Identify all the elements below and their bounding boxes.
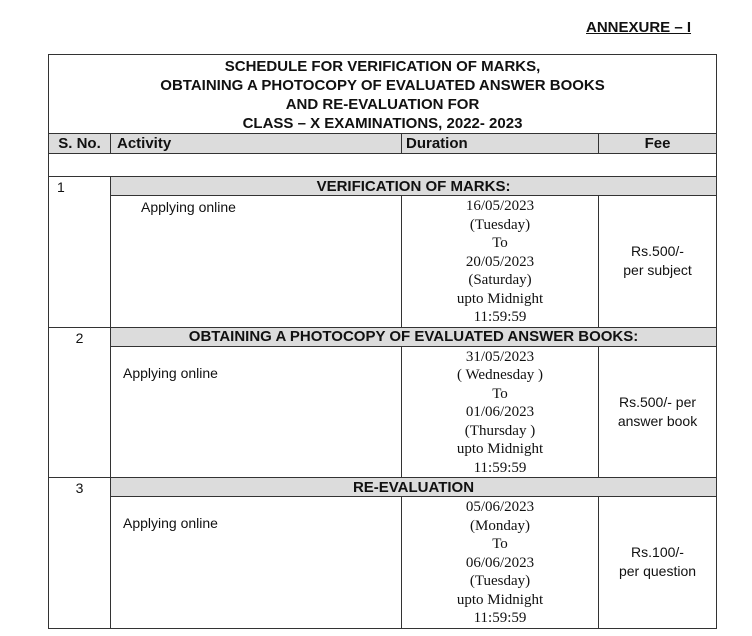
section-1-title: VERIFICATION OF MARKS:	[111, 177, 717, 196]
section-3-title-row	[49, 478, 717, 497]
section-1-activity: Applying online	[111, 196, 402, 328]
duration-line: upto Midnight	[456, 290, 544, 307]
section-1-sno: 1	[49, 177, 111, 328]
section-3-duration	[402, 497, 599, 629]
section-2-sno: 2	[49, 327, 111, 478]
annexure-label: ANNEXURE – I	[586, 19, 692, 36]
fee-line: per subject	[623, 262, 692, 279]
duration-line: 11:59:59	[473, 459, 527, 476]
header-fee: Fee	[599, 134, 717, 154]
section-3-row	[49, 497, 717, 629]
spacer-row	[49, 154, 717, 177]
header-row	[49, 134, 717, 154]
title-line-3: AND RE-EVALUATION FOR	[285, 96, 480, 113]
fee-line: Rs.500/- per	[618, 393, 697, 410]
title-line-4: CLASS – X EXAMINATIONS, 2022- 2023	[242, 115, 523, 132]
duration-line: upto Midnight	[456, 591, 544, 608]
section-3-fee	[599, 497, 717, 629]
duration-line: (Thursday )	[464, 422, 536, 439]
fee-line: per question	[618, 563, 697, 580]
duration-line: 06/06/2023	[465, 554, 535, 571]
duration-line: To	[492, 536, 508, 552]
section-3-activity: Applying online	[111, 497, 402, 629]
duration-line: 01/06/2023	[465, 404, 535, 420]
duration-line: 16/05/2023	[465, 198, 535, 214]
duration-line: (Tuesday)	[469, 573, 531, 589]
duration-line: (Monday)	[470, 517, 530, 534]
duration-line: 11:59:59	[473, 610, 527, 626]
section-1-duration	[402, 196, 599, 328]
header-activity: Activity	[111, 134, 402, 154]
fee-line: Rs.500/-	[631, 243, 684, 260]
duration-line: upto Midnight	[456, 441, 544, 457]
section-2-title-row	[49, 327, 717, 346]
section-3-sno: 3	[49, 478, 111, 629]
section-1-row	[49, 196, 717, 328]
schedule-table	[48, 54, 717, 629]
section-2-activity: Applying online	[111, 346, 402, 478]
title-line-1: SCHEDULE FOR VERIFICATION OF MARKS,	[224, 58, 541, 75]
duration-line: (Tuesday)	[469, 216, 531, 233]
section-2-title: OBTAINING A PHOTOCOPY OF EVALUATED ANSWER BOOKS:	[111, 327, 717, 346]
duration-line: To	[492, 385, 508, 402]
title-line-2: OBTAINING A PHOTOCOPY OF EVALUATED ANSWER BOOKS	[160, 77, 605, 94]
duration-line: 05/06/2023	[465, 499, 535, 515]
fee-line: Rs.100/-	[631, 544, 684, 561]
duration-line: ( Wednesday )	[457, 367, 543, 383]
section-1-title-row	[49, 177, 717, 196]
header-sno: S. No.	[49, 134, 111, 154]
table-title	[49, 55, 717, 134]
section-2-fee	[599, 346, 717, 478]
duration-line: 11:59:59	[473, 309, 527, 325]
duration-line: 31/05/2023	[465, 348, 535, 365]
section-3-title: RE-EVALUATION	[111, 478, 717, 497]
duration-line: To	[492, 235, 508, 251]
duration-line: 20/05/2023	[465, 253, 535, 270]
section-2-duration	[402, 346, 599, 478]
header-duration: Duration	[402, 134, 599, 154]
duration-line: (Saturday)	[468, 272, 532, 288]
fee-line: answer book	[617, 412, 698, 429]
section-2-row	[49, 346, 717, 478]
section-1-fee	[599, 196, 717, 328]
